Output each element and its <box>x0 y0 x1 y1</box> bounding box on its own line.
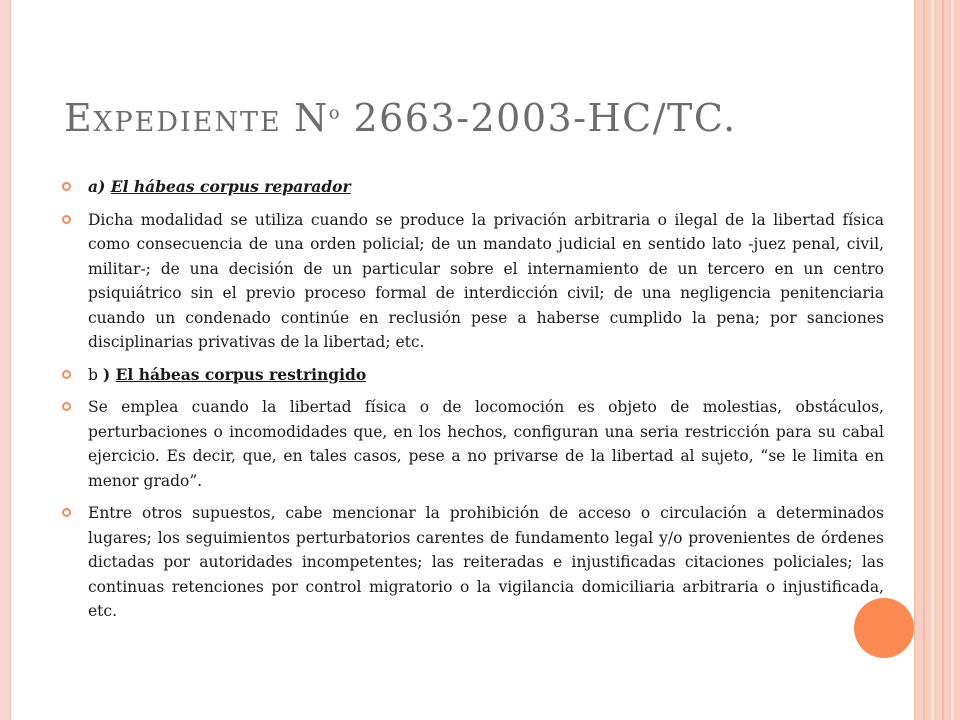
frame-stripe <box>951 0 954 720</box>
list-item-heading-a <box>62 175 884 200</box>
list-item-paragraph <box>62 501 884 624</box>
frame-stripe <box>942 0 944 720</box>
title-word: XPEDIENTE <box>93 107 282 138</box>
title-superscript: o <box>328 102 342 124</box>
title-n-letter: N <box>294 96 329 140</box>
heading-b-text: El hábeas corpus restringido <box>115 364 367 384</box>
paragraph-text: Entre otros supuestos, cabe mencionar la prohibición de acceso o circulación a determinados lugares; los seguimientos perturbatorios carentes de fundamento legal y/o provenientes de órdenes dictadas por autoridades incompetentes; las reiteradas e injustificadas citaciones policiales; las continuas retenciones por control migratorio o la vigilancia domiciliaria arbitraria o injustificada, etc. <box>88 504 884 620</box>
frame-stripe <box>931 0 934 720</box>
right-frame-border <box>914 0 960 720</box>
heading-a-prefix: a) <box>88 177 111 196</box>
paragraph-text: Se emplea cuando la libertad física o de locomoción es objeto de molestias, obstáculos, perturbaciones o incomodidades que, en los hechos, configuran una seria restricción para su cabal ejercicio. Es decir, que, en tales casos, pese a no privarse de la libertad al sujeto, “se le limita en menor grado”. <box>88 398 884 490</box>
slide-body <box>62 175 884 632</box>
title-first-letter: E <box>64 96 94 140</box>
left-frame-border <box>0 0 10 720</box>
bullet-icon <box>62 402 71 411</box>
bullet-icon <box>62 508 71 517</box>
paragraph-text: Dicha modalidad se utiliza cuando se produce la privación arbitraria o ilegal de la libertad física como consecuencia de una orden policial; de un mandato judicial en sentido lato -juez penal, civil, militar-; de una decisión de un particular sobre el internamiento de un tercero en un centro psiquiátrico sin el previo proceso formal de interdicción civil; de una negligencia penitenciaria cuando un condenado continúe en reclusión pese a haberse cumplido la pena; por sanciones disciplinarias privativas de la libertad; etc. <box>88 210 884 351</box>
decorative-circle <box>854 598 914 658</box>
slide-title <box>64 96 737 140</box>
heading-b-letter: b <box>88 365 103 384</box>
frame-stripe <box>923 0 925 720</box>
list-item-heading-b <box>62 363 884 388</box>
bullet-icon <box>62 215 71 224</box>
bullet-icon <box>62 370 71 379</box>
list-item-paragraph <box>62 395 884 493</box>
heading-b-paren: ) <box>102 364 116 384</box>
left-frame-line <box>10 0 11 720</box>
bullet-icon <box>62 182 71 191</box>
heading-a-text: El hábeas corpus reparador <box>110 177 351 196</box>
list-item-paragraph <box>62 208 884 355</box>
title-number: 2663-2003-HC/TC. <box>353 96 737 140</box>
